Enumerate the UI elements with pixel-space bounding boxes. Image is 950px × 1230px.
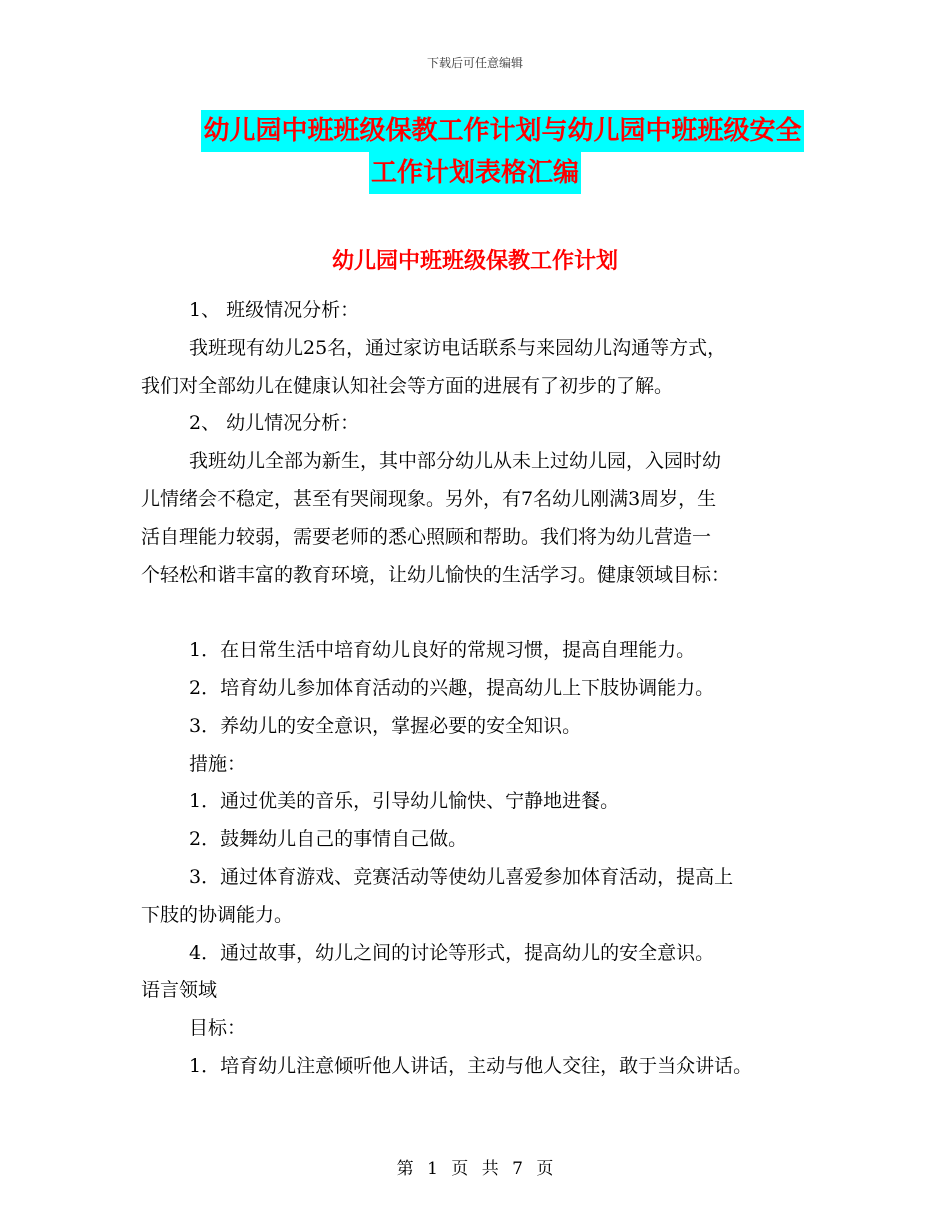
paragraph-line: 4．通过故事，幼儿之间的讨论等形式，提高幼儿的安全意识。 <box>189 941 715 964</box>
paragraph-line: 3．养幼儿的安全意识，掌握必要的安全知识。 <box>189 714 582 737</box>
paragraph-line: 儿情绪会不稳定，甚至有哭闹现象。另外，有7名幼儿刚满3周岁，生 <box>141 487 717 510</box>
paragraph-line: 个轻松和谐丰富的教育环境，让幼儿愉快的生活学习。健康领域目标： <box>141 563 731 586</box>
paragraph-line: 措施： <box>189 752 247 775</box>
paragraph-line: 3．通过体育游戏、竞赛活动等使幼儿喜爱参加体育活动，提高上 <box>189 865 734 888</box>
body-text <box>141 292 831 1086</box>
paragraph-line: 目标： <box>189 1017 247 1040</box>
paragraph-line: 我们对全部幼儿在健康认知社会等方面的进展有了初步的了解。 <box>141 374 674 397</box>
page-footer: 第 1 页 共 7 页 <box>396 1159 554 1179</box>
paragraph-line: 1．在日常生活中培育幼儿良好的常规习惯，提高自理能力。 <box>189 639 696 662</box>
title-line-2: 工作计划表格汇编 <box>369 152 581 194</box>
paragraph-line: 2．培育幼儿参加体育活动的兴趣，提高幼儿上下肢协调能力。 <box>189 676 715 699</box>
blank-line <box>141 594 831 632</box>
paragraph-line: 语言领域 <box>141 979 218 1002</box>
paragraph-line: 我班幼儿全部为新生，其中部分幼儿从未上过幼儿园，入园时幼 <box>189 450 722 473</box>
title-line-1: 幼儿园中班班级保教工作计划与幼儿园中班班级安全 <box>201 110 803 152</box>
header-note: 下载后可任意编辑 <box>426 56 523 70</box>
paragraph-line: 1．培育幼儿注意倾听他人讲话，主动与他人交往，敢于当众讲话。 <box>189 1054 753 1077</box>
paragraph-line: 我班现有幼儿25名，通过家访电话联系与来园幼儿沟通等方式， <box>189 336 727 359</box>
paragraph-line: 1、 班级情况分析： <box>189 299 360 321</box>
paragraph-line: 活自理能力较弱，需要老师的悉心照顾和帮助。我们将为幼儿营造一 <box>141 525 712 548</box>
paragraph-line: 2、 幼儿情况分析： <box>189 412 360 435</box>
paragraph-line: 1．通过优美的音乐，引导幼儿愉快、宁静地进餐。 <box>189 790 620 813</box>
paragraph-line: 下肢的协调能力。 <box>141 903 294 926</box>
paragraph-line: 2．鼓舞幼儿自己的事情自己做。 <box>189 828 468 851</box>
document-title <box>0 110 950 194</box>
section-title: 幼儿园中班班级保教工作计划 <box>331 249 618 274</box>
